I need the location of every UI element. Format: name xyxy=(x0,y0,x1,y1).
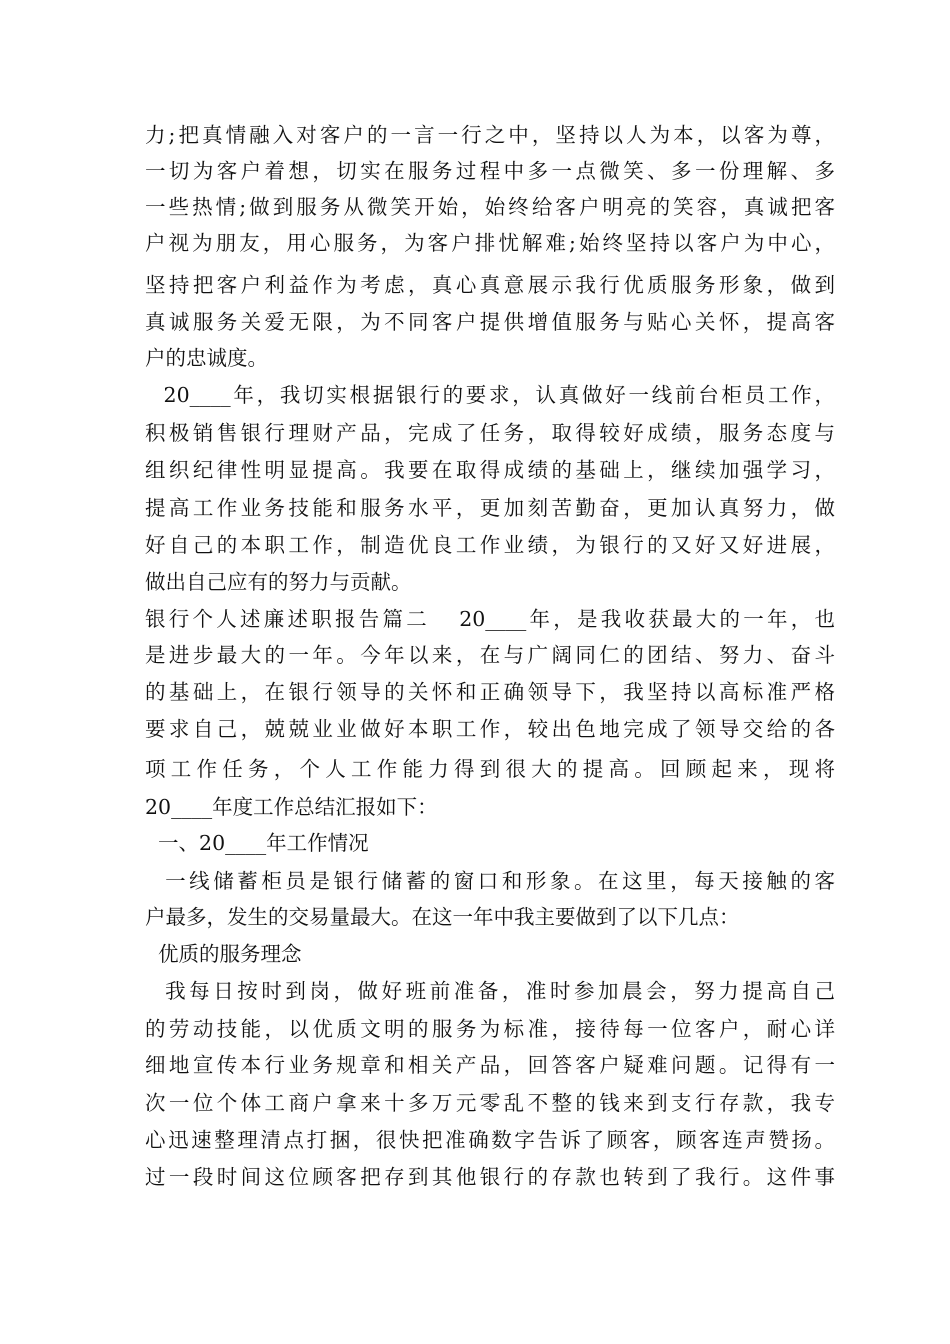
text-line: 户视为朋友，用心服务，为客户排忧解难;始终坚持以客户为中心， xyxy=(145,231,835,255)
text-line: 20____年度工作总结汇报如下： xyxy=(145,795,438,819)
text-line: 组织纪律性明显提高。我要在取得成绩的基础上，继续加强学习， xyxy=(145,458,835,482)
text-line: 的劳动技能，以优质文明的服务为标准，接待每一位客户，耐心详 xyxy=(145,1017,835,1041)
text-line: 要求自己，兢兢业业做好本职工作，较出色地完成了领导交给的各 xyxy=(145,717,835,741)
text-line: 是进步最大的一年。今年以来，在与广阔同仁的团结、努力、奋斗 xyxy=(145,643,835,667)
paragraph-start-line: 我每日按时到岗，做好班前准备，准时参加晨会，努力提高自己 xyxy=(145,979,835,1003)
subheading-line: 优质的服务理念 xyxy=(145,942,302,966)
text-line: 户最多，发生的交易量最大。在这一年中我主要做到了以下几点： xyxy=(145,905,740,929)
text-line: 项工作任务，个人工作能力得到很大的提高。回顾起来，现将 xyxy=(145,757,835,781)
text-line: 坚持把客户利益作为考虑，真心真意展示我行优质服务形象，做到 xyxy=(145,273,835,297)
text-line: 细地宣传本行业务规章和相关产品，回答客户疑难问题。记得有一 xyxy=(145,1053,835,1077)
text-line: 一些热情;做到服务从微笑开始，始终给客户明亮的笑容，真诚把客 xyxy=(145,195,835,219)
text-line: 力;把真情融入对客户的一言一行之中，坚持以人为本，以客为尊， xyxy=(145,123,835,147)
text-line: 积极销售银行理财产品，完成了任务，取得较好成绩，服务态度与 xyxy=(145,421,835,445)
subheading-line: 一、20____年工作情况 xyxy=(145,831,369,855)
text-line: 做出自己应有的努力与贡献。 xyxy=(145,570,412,594)
paragraph-start-line: 一线储蓄柜员是银行储蓄的窗口和形象。在这里，每天接触的客 xyxy=(145,869,835,893)
text-line: 好自己的本职工作，制造优良工作业绩，为银行的又好又好进展， xyxy=(145,533,835,557)
text-line: 真诚服务关爱无限，为不同客户提供增值服务与贴心关怀，提高客 xyxy=(145,310,835,334)
text-line: 心迅速整理清点打捆，很快把准确数字告诉了顾客，顾客连声赞扬。 xyxy=(145,1128,835,1152)
text-line: 的基础上，在银行领导的关怀和正确领导下，我坚持以高标准严格 xyxy=(145,680,835,704)
paragraph-start-line: 20____年，我切实根据银行的要求，认真做好一线前台柜员工作， xyxy=(145,383,835,407)
text-line: 次一位个体工商户拿来十多万元零乱不整的钱来到支行存款，我专 xyxy=(145,1091,835,1115)
section-heading-line: 银行个人述廉述职报告篇二 20____年，是我收获最大的一年，也 xyxy=(145,607,835,631)
text-line: 一切为客户着想，切实在服务过程中多一点微笑、多一份理解、多 xyxy=(145,159,835,183)
text-line: 提高工作业务技能和服务水平，更加刻苦勤奋，更加认真努力，做 xyxy=(145,496,835,520)
text-line: 户的忠诚度。 xyxy=(145,346,268,370)
text-line: 过一段时间这位顾客把存到其他银行的存款也转到了我行。这件事 xyxy=(145,1165,835,1189)
